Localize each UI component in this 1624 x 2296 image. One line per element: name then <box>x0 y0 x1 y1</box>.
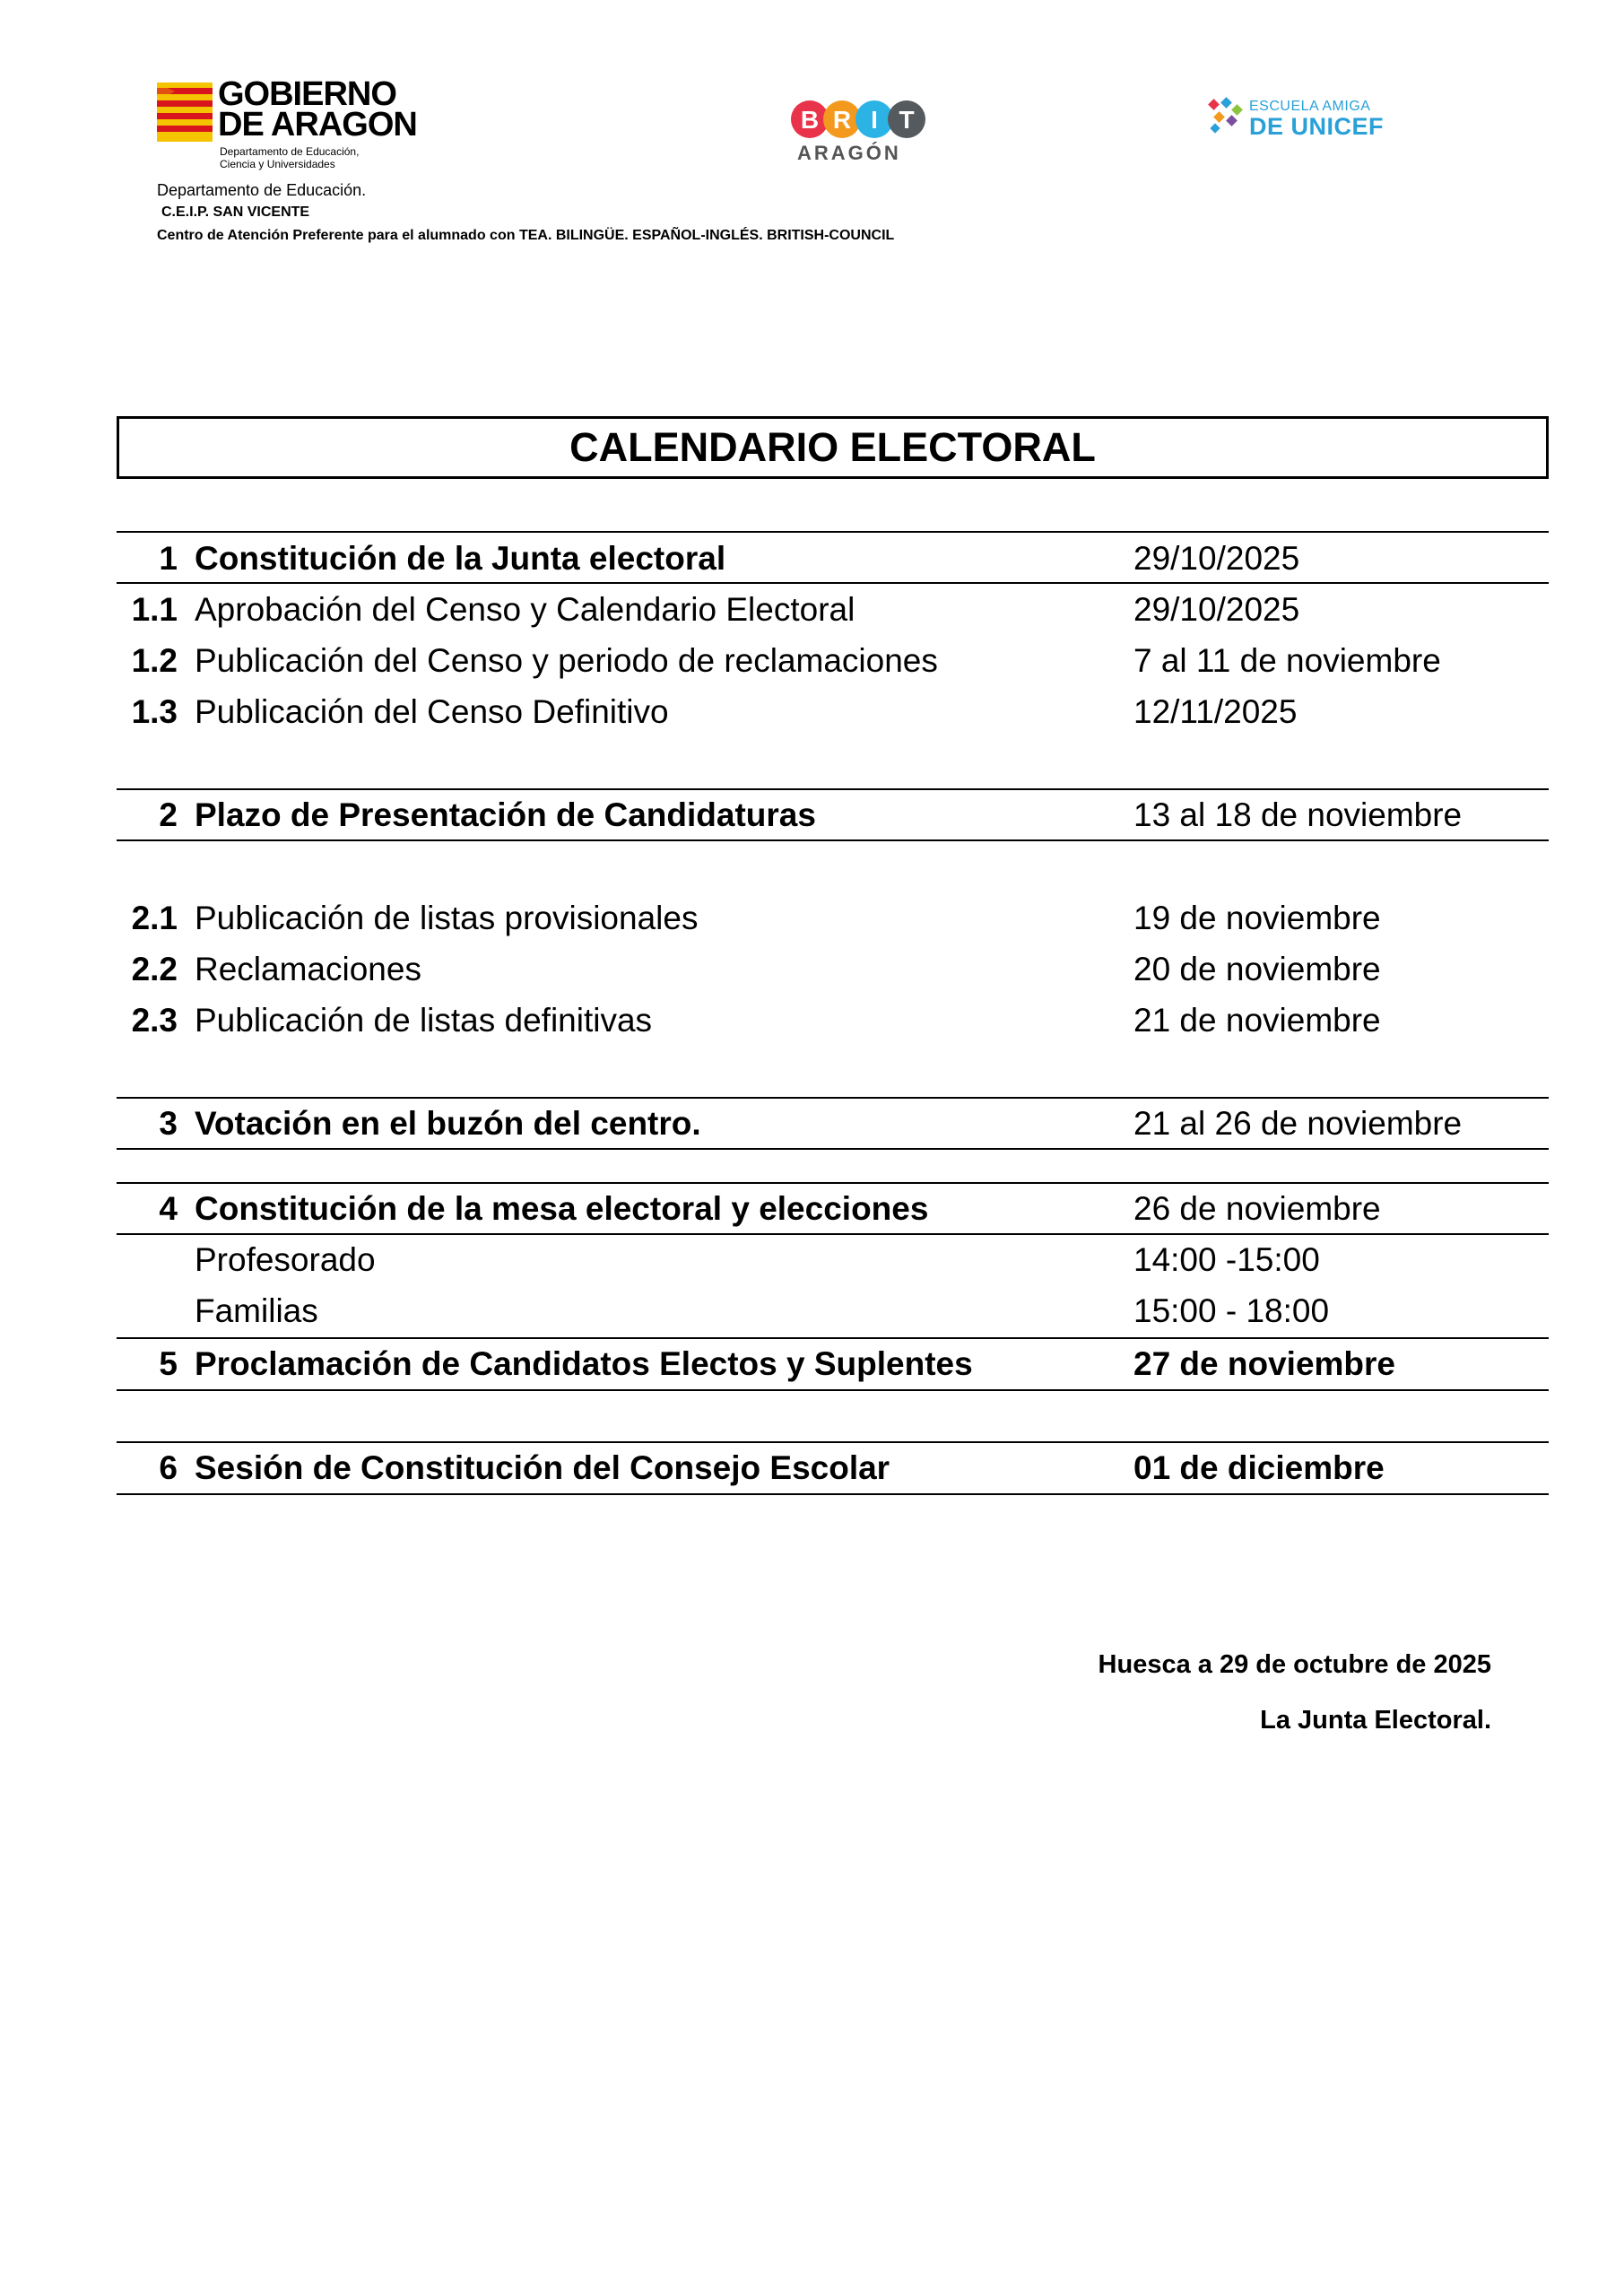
gov-logo-sub1: Departamento de Educación, <box>220 145 360 158</box>
row-number: 2 <box>159 796 178 833</box>
row-number: 4 <box>159 1190 178 1227</box>
table-rule <box>117 1233 1549 1235</box>
footer-signature: La Junta Electoral. <box>1260 1706 1491 1735</box>
row-number: 2.2 <box>131 951 178 987</box>
row-number: 6 <box>159 1449 178 1486</box>
table-rule <box>117 1097 1549 1099</box>
row-label: Aprobación del Censo y Calendario Electoral <box>195 591 855 628</box>
brit-letter-b: B <box>800 106 820 134</box>
row-date: 01 de diciembre <box>1133 1449 1385 1486</box>
row-label: Publicación de listas provisionales <box>195 900 699 936</box>
table-rule <box>117 1389 1549 1391</box>
row-date: 21 al 26 de noviembre <box>1133 1105 1463 1142</box>
table-rule <box>117 1148 1549 1150</box>
row-label: Publicación del Censo Definitivo <box>195 693 669 730</box>
row-number: 5 <box>159 1345 178 1382</box>
calendar-row <box>117 1340 1549 1388</box>
row-date: 27 de noviembre <box>1133 1345 1396 1382</box>
row-label: Reclamaciones <box>195 951 421 987</box>
brit-logo-word: ARAGÓN <box>797 142 901 164</box>
table-rule <box>117 531 1549 533</box>
brit-bubbles-icon <box>785 97 937 142</box>
gov-logo-subtitle <box>220 145 359 170</box>
row-label: Plazo de Presentación de Candidaturas <box>195 796 816 833</box>
gobierno-aragon-logo <box>157 75 426 178</box>
gov-logo-line1: GOBIERNO <box>218 75 396 113</box>
calendar-row <box>117 535 1549 583</box>
calendar-row <box>117 586 1549 634</box>
row-date: 15:00 - 18:00 <box>1133 1292 1330 1329</box>
calendar-row <box>117 945 1549 994</box>
unicef-line2: DE UNICEF <box>1249 113 1385 140</box>
row-label: Familias <box>195 1292 318 1329</box>
unicef-logo <box>1206 95 1403 140</box>
calendar-row <box>117 894 1549 943</box>
calendar-row <box>117 1444 1549 1492</box>
row-label: Publicación del Censo y periodo de reclamaciones <box>195 642 938 679</box>
row-date: 14:00 -15:00 <box>1133 1241 1320 1278</box>
calendar-row <box>117 637 1549 685</box>
row-label: Sesión de Constitución del Consejo Escolar <box>195 1449 890 1486</box>
calendar-row <box>117 1236 1549 1284</box>
row-number: 2.1 <box>131 900 178 936</box>
page-title-box <box>117 416 1549 479</box>
gov-logo-sub2: Ciencia y Universidades <box>220 158 335 170</box>
calendar-row <box>117 688 1549 736</box>
row-number: 1.2 <box>131 642 178 679</box>
row-number: 1.3 <box>131 693 178 730</box>
calendar-row <box>117 1185 1549 1233</box>
brit-aragon-logo <box>785 97 937 169</box>
footer-place-date: Huesca a 29 de octubre de 2025 <box>1098 1650 1491 1679</box>
aragon-flag-icon <box>157 83 213 142</box>
row-date: 29/10/2025 <box>1133 591 1300 628</box>
row-number: 3 <box>159 1105 178 1142</box>
table-rule <box>117 1441 1549 1443</box>
calendar-row <box>117 1287 1549 1335</box>
row-date: 19 de noviembre <box>1133 900 1381 936</box>
brit-letter-r: R <box>832 106 852 134</box>
row-date: 21 de noviembre <box>1133 1002 1381 1039</box>
row-date: 13 al 18 de noviembre <box>1133 796 1463 833</box>
unicef-puzzle-icon <box>1206 97 1246 136</box>
row-date: 7 al 11 de noviembre <box>1133 642 1441 679</box>
brit-letter-i: I <box>871 106 878 134</box>
header-school: C.E.I.P. SAN VICENTE <box>161 204 310 220</box>
row-date: 20 de noviembre <box>1133 951 1381 987</box>
row-label: Publicación de listas definitivas <box>195 1002 653 1039</box>
table-rule <box>117 1493 1549 1495</box>
row-label: Profesorado <box>195 1241 376 1278</box>
table-rule <box>117 1182 1549 1184</box>
row-number: 2.3 <box>131 1002 178 1039</box>
row-label: Votación en el buzón del centro. <box>195 1105 701 1142</box>
header-center-description: Centro de Atención Preferente para el alumnado con TEA. BILINGÜE. ESPAÑOL-INGLÉS. BRITISH-COUNCIL <box>157 228 895 243</box>
table-rule <box>117 1337 1549 1339</box>
calendar-row <box>117 791 1549 839</box>
unicef-line1: ESCUELA AMIGA <box>1249 99 1371 114</box>
gov-logo-text <box>218 75 417 144</box>
table-rule <box>117 788 1549 790</box>
page-title: CALENDARIO ELECTORAL <box>569 424 1096 470</box>
gov-logo-line2: DE ARAGON <box>218 106 417 144</box>
header-department: Departamento de Educación. <box>157 181 367 199</box>
row-date: 12/11/2025 <box>1133 693 1298 730</box>
row-label: Constitución de la mesa electoral y elecciones <box>195 1190 929 1227</box>
table-rule <box>117 839 1549 841</box>
row-label: Constitución de la Junta electoral <box>195 540 726 577</box>
row-date: 29/10/2025 <box>1133 540 1300 577</box>
row-label: Proclamación de Candidatos Electos y Suplentes <box>195 1345 973 1382</box>
row-date: 26 de noviembre <box>1133 1190 1381 1227</box>
calendar-row <box>117 1100 1549 1148</box>
brit-letter-t: T <box>899 106 915 134</box>
row-number: 1 <box>159 540 178 577</box>
calendar-row <box>117 996 1549 1045</box>
row-number: 1.1 <box>131 591 178 628</box>
